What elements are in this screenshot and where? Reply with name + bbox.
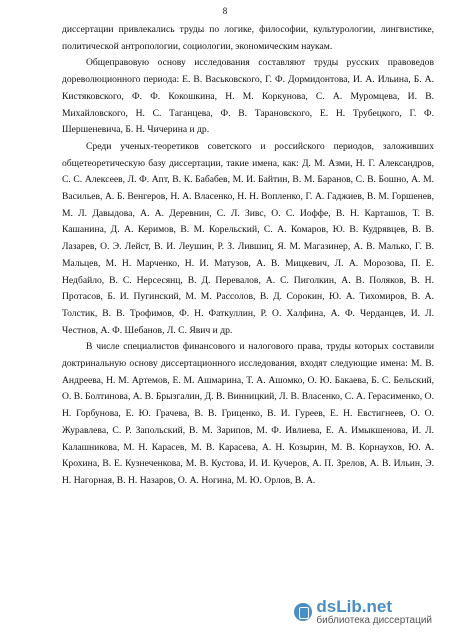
document-body (62, 22, 434, 490)
book-icon (294, 603, 312, 621)
paragraph-intro-continuation: диссертации привлекались труды по логике, философии, культурологии, лингвистике, политической антропологии, социологии, экономическим наукам. (62, 24, 434, 52)
paragraph-prerevolutionary-scholars: Общеправовую основу исследования составляют труды русских правоведов дореволюционного периода: Е. В. Васьковского, Г. Ф. Дормидонтова, И. А. Ильина, Б. А. Кистяковского, Ф. Ф. Кокошкина, Н. М. Коркунова, С. А. Муромцева, И. В. Михайловского, Н. С. Таганцева, Ф. В. Тарановского, Е. Н. Трубецкого, Г. Ф. Шершеневича, Б. Н. Чичерина и др. (62, 57, 434, 136)
dslib-watermark (290, 596, 436, 628)
paragraph-soviet-russian-theorists: Среди ученых-теоретиков советского и российского периодов, заложивших общетеоретическую базу диссертации, такие имена, как: Д. М. Азми, Н. Г. Александров, С. С. Алексеев, Л. Ф. Апт, В. К. Бабабев, М. И. Байтин, В. М. Баранов, С. В. Бошно, А. М. Васильев, А. Б. Венгеров, Н. А. Власенко, Н. Н. Вопленко, Г. А. Гаджиев, В. М. Горшенев, М. Л. Давыдова, А. А. Деревнин, С. Л. Зивс, О. С. Иоффе, В. Н. Карташов, Т. В. Кашанина, Д. А. Керимов, В. М. Корельский, С. А. Комаров, Ю. В. Кудрявцев, В. В. Лазарев, О. Э. Лейст, В. И. Леушин, Р. З. Лившиц, Я. М. Магазинер, А. В. Малько, Г. В. Мальцев, М. Н. Марченко, Н. И. Матузов, А. В. Мицкевич, Л. А. Морозова, П. Е. Недбайло, В. С. Нерсесянц, В. Д. Перевалов, А. С. Пиголкин, А. В. Поляков, В. Н. Протасов, Б. И. Пугинский, М. М. Рассолов, В. Д. Сорокин, Ю. А. Тихомиров, В. А. Толстик, В. В. Трофимов, Ф. Н. Фаткуллин, Р. О. Халфина, А. Ф. Черданцев, И. Л. Честнов, А. Ф. Шебанов, Л. С. Явич и др. (62, 140, 434, 336)
watermark-subtitle: библиотека диссертаций (316, 615, 432, 626)
paragraph-finance-tax-law-specialists: В числе специалистов финансового и налогового права, труды которых составили доктринальную основу диссертационного исследования, входят следующие имена: М. В. Андреева, Н. М. Артемов, Е. М. Ашмарина, Т. А. Ашомко, О. Ю. Бакаева, Б. С. Бельский, О. В. Болтинова, А. В. Брызгалин, Д. В. Винницкий, Л. В. Власенко, С. А. Герасименко, О. Н. Горбунова, Е. Ю. Грачева, В. В. Гриценко, В. И. Гуреев, Е. Н. Евстигнеев, О. О. Журавлева, С. Р. Запольский, В. М. Зарипов, М. Ф. Ивлиева, Е. А. Имыкшенова, И. Л. Калашникова, М. Н. Карасев, М. В. Карасева, А. Н. Козырин, М. В. Корнаухов, Ю. А. Крохина, В. Е. Кузнеченкова, М. В. Кустова, И. И. Кучеров, А. П. Зрелов, А. В. Ильин, Э. Н. Нагорная, В. Н. Назаров, О. А. Ногина, М. Ю. Орлов, В. А. (62, 341, 434, 486)
page-number: 8 (222, 6, 228, 16)
watermark-brand: dsLib.net (316, 597, 392, 616)
